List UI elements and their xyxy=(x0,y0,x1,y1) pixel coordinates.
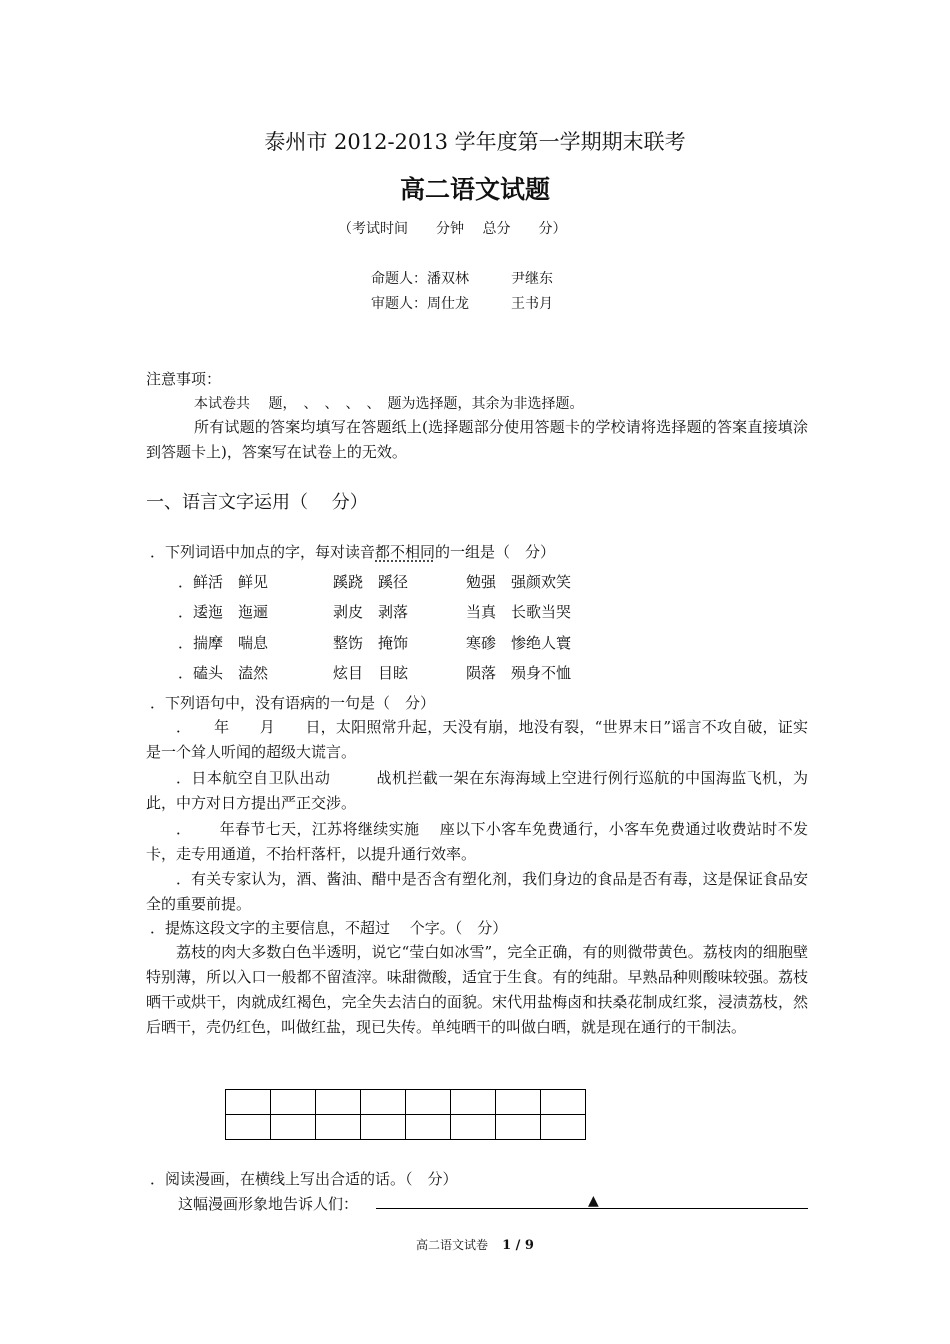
footer-label: 高二语文试卷 xyxy=(416,1238,489,1252)
page-footer xyxy=(0,1236,950,1253)
reviewer-line: 审题人：周仕龙 王书月 xyxy=(371,296,553,312)
q1-option-d-1: ．磕头 溘然 xyxy=(178,664,269,682)
q1-option-b-1: ．逶迤 迤逦 xyxy=(178,603,269,621)
q4-prompt: 这幅漫画形象地告诉人们： xyxy=(178,1195,359,1213)
answer-cell[interactable] xyxy=(451,1090,496,1115)
q1-option-d-2: 炫目 目眩 xyxy=(333,664,409,682)
answer-cell[interactable] xyxy=(406,1115,451,1140)
q4-stem: ．阅读漫画，在横线上写出合适的话。（ 分） xyxy=(150,1170,458,1188)
answer-cell[interactable] xyxy=(496,1115,541,1140)
q2-option-c: ． 年春节七天，江苏将继续实施 座以下小客车免费通行，小客车免费通过收费站时不发卡，走专用通道，不抬杆落杆，以提升通行效率。 xyxy=(146,820,808,863)
answer-grid xyxy=(225,1089,586,1140)
q2-option-d: ．有关专家认为，酒、酱油、醋中是否含有塑化剂，我们身边的食品是否有毒，这是保证食品安全的重要前提。 xyxy=(146,870,808,913)
q3-stem: ．提炼这段文字的主要信息，不超过 个字。（ 分） xyxy=(150,919,508,937)
answer-cell[interactable] xyxy=(451,1115,496,1140)
answer-cell[interactable] xyxy=(496,1090,541,1115)
notes-heading: 注意事项： xyxy=(146,370,222,388)
q3-passage: 荔枝的肉大多数白色半透明，说它“莹白如冰雪”，完全正确，有的则微带黄色。荔枝肉的细胞壁特别薄，所以入口一般都不留渣滓。味甜微酸，适宜于生食。有的纯甜。早熟品种则酸味较强。荔枝晒干或烘干，肉就成红褐色，完全失去洁白的面貌。宋代用盐梅卤和扶桑花制成红浆，浸渍荔枝，然后晒干，壳仍红色，叫做红盐，现已失传。单纯晒干的叫做白晒，就是现在通行的干制法。 xyxy=(146,943,808,1036)
author-line: 命题人：潘双林 尹继东 xyxy=(371,271,553,287)
q1-option-d-3: 陨落 殒身不恤 xyxy=(466,664,572,682)
answer-grid-row xyxy=(226,1115,586,1140)
q1-option-a-2: 蹊跷 蹊径 xyxy=(333,573,409,591)
answer-cell[interactable] xyxy=(316,1115,361,1140)
triangle-marker-icon: ▲ xyxy=(588,1193,599,1209)
q1-option-b-3: 当真 长歌当哭 xyxy=(466,603,572,621)
exam-info: （考试时间 分钟 总分 分） xyxy=(338,221,567,237)
notes-line-1: 本试卷共 题， 、 、 、 、 题为选择题，其余为非选择题。 xyxy=(194,396,584,412)
section-1-heading: 一、语言文字运用（ 分） xyxy=(146,492,368,513)
answer-cell[interactable] xyxy=(271,1090,316,1115)
page-number: 1 / 9 xyxy=(502,1238,534,1253)
answer-cell[interactable] xyxy=(361,1115,406,1140)
subject-title: 高二语文试题 xyxy=(399,175,550,204)
q1-option-b-2: 剥皮 剥落 xyxy=(333,603,409,621)
answer-cell[interactable] xyxy=(541,1115,586,1140)
q2-option-b: ．日本航空自卫队出动 战机拦截一架在东海海域上空进行例行巡航的中国海监飞机，为此，中方对日方提出严正交涉。 xyxy=(146,769,808,812)
answer-cell[interactable] xyxy=(316,1090,361,1115)
notes-line-2: 所有试题的答案均填写在答题纸上(选择题部分使用答题卡的学校请将选择题的答案直接填涂到答题卡上)，答案写在试卷上的无效。 xyxy=(146,418,808,461)
q1-option-c-3: 寒碜 惨绝人寰 xyxy=(466,634,572,652)
q2-stem: ．下列语句中，没有语病的一句是（ 分） xyxy=(150,694,436,712)
q2-option-a: ． 年 月 日，太阳照常升起，天没有崩，地没有裂，“世界末日”谣言不攻自破，证实是一个耸人听闻的超级大谎言。 xyxy=(146,718,808,761)
q1-option-a-3: 勉强 强颜欢笑 xyxy=(466,573,572,591)
q1-stem: ．下列词语中加点的字，每对读音都不相同的一组是（ 分） xyxy=(150,543,556,561)
q1-option-a-1: ．鲜活 鲜见 xyxy=(178,573,269,591)
answer-cell[interactable] xyxy=(406,1090,451,1115)
q1-option-c-1: ．揣摩 喘息 xyxy=(178,634,269,652)
q1-option-c-2: 整饬 掩饰 xyxy=(333,634,409,652)
answer-cell[interactable] xyxy=(361,1090,406,1115)
answer-cell[interactable] xyxy=(541,1090,586,1115)
answer-cell[interactable] xyxy=(271,1115,316,1140)
answer-cell[interactable] xyxy=(226,1090,271,1115)
exam-title: 泰州市 2012-2013 学年度第一学期期末联考 xyxy=(264,130,686,154)
answer-grid-row xyxy=(226,1090,586,1115)
answer-cell[interactable] xyxy=(226,1115,271,1140)
